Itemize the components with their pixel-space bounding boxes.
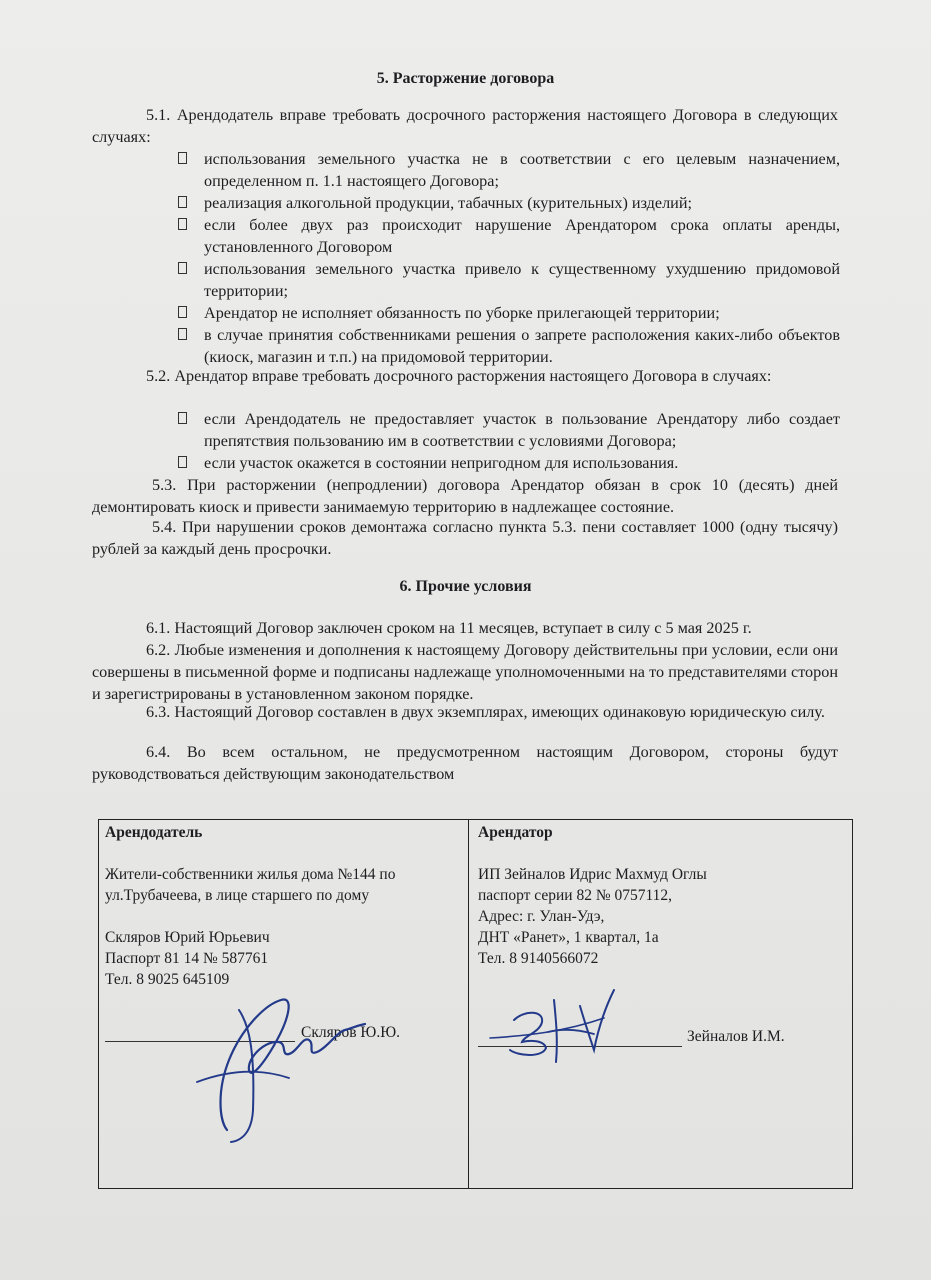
tenant-address-city: Адрес: г. Улан-Удэ, <box>478 908 605 925</box>
tenant-signature-name: Зейналов И.М. <box>687 1028 785 1045</box>
signature-table <box>98 819 853 1189</box>
landlord-passport: Паспорт 81 14 № 587761 <box>105 950 269 967</box>
clause-6-2: 6.2. Любые изменения и дополнения к настоящему Договору действительны при условии, если они совершены в письменной форме и подписаны надлежаще уполномоченными на то представителями сторон и зарегистрированы в установленном законом порядке. <box>92 641 838 703</box>
bullet-box-icon <box>178 218 187 230</box>
bullet-box-icon <box>178 196 187 208</box>
bullet-box-icon <box>178 262 187 274</box>
clause-5-3: 5.3. При расторжении (непродлении) договора Арендатор обязан в срок 10 (десять) дней демонтировать киоск и привести занимаемую территорию в надлежащее состояние. <box>92 476 838 516</box>
landlord-signature-name: Скляров Ю.Ю. <box>301 1024 401 1041</box>
list-item: использования земельного участка не в соответствии с его целевым назначением, определенном п. 1.1 настоящего Договора; <box>178 148 840 192</box>
list-item: если Арендодатель не предоставляет участок в пользование Арендатору либо создает препятствия пользованию им в соответствии с условиями Договора; <box>178 408 840 452</box>
table-divider <box>468 820 469 1188</box>
clause-5-4: 5.4. При нарушении сроков демонтажа согласно пункта 5.3. пени составляет 1000 (одну тысячу) рублей за каждый день просрочки. <box>92 518 838 558</box>
bullet-box-icon <box>178 328 187 340</box>
section-5-title: 5. Расторжение договора <box>376 70 555 87</box>
section-6-title: 6. Прочие условия <box>399 578 532 595</box>
clause-6-3: 6.3. Настоящий Договор составлен в двух экземплярах, имеющих одинаковую юридическую силу. <box>146 703 825 721</box>
clause-5-2: 5.2. Арендатор вправе требовать досрочного расторжения настоящего Договора в случаях: <box>146 367 772 385</box>
landlord-name: Скляров Юрий Юрьевич <box>105 929 270 946</box>
show-through-text <box>300 38 304 54</box>
tenant-passport: паспорт серии 82 № 0757112, <box>478 887 673 904</box>
landlord-handwritten-signature <box>169 970 389 1145</box>
list-item: использования земельного участка привело к существенному ухудшению придомовой территории; <box>178 258 840 302</box>
clause-5-1-list <box>178 148 840 368</box>
tenant-header: Арендатор <box>478 824 553 841</box>
list-item: Арендатор не исполняет обязанность по уборке прилегающей территории; <box>178 302 840 324</box>
list-item: если участок окажется в состоянии непригодном для использования. <box>178 452 840 474</box>
clause-6-1: 6.1. Настоящий Договор заключен сроком на 11 месяцев, вступает в силу с 5 мая 2025 г. <box>146 619 752 637</box>
tenant-name: ИП Зейналов Идрис Махмуд Оглы <box>478 866 707 883</box>
landlord-phone: Тел. 8 9025 645109 <box>105 971 230 988</box>
list-item: реализация алкогольной продукции, табачных (курительных) изделий; <box>178 192 840 214</box>
list-item: если более двух раз происходит нарушение Арендатором срока оплаты аренды, установленного Договором <box>178 214 840 258</box>
tenant-address-street: ДНТ «Ранет», 1 квартал, 1а <box>478 929 659 946</box>
clause-5-2-list <box>178 408 840 474</box>
clause-5-1: 5.1. Арендодатель вправе требовать досрочного расторжения настоящего Договора в следующих случаях: <box>92 106 838 146</box>
landlord-header: Арендодатель <box>105 824 203 841</box>
bullet-box-icon <box>178 306 187 318</box>
landlord-org: Жители-собственники жилья дома №144 по ул.Трубачеева, в лице старшего по дому <box>105 866 396 904</box>
tenant-handwritten-signature <box>484 970 654 1070</box>
bullet-box-icon <box>178 456 187 468</box>
tenant-phone: Тел. 8 9140566072 <box>478 950 599 967</box>
bullet-box-icon <box>178 412 187 424</box>
tenant-cell <box>478 820 848 969</box>
landlord-cell <box>105 820 460 990</box>
clause-6-4: 6.4. Во всем остальном, не предусмотренном настоящим Договором, стороны будут руководствоваться действующим законодательством <box>92 743 838 783</box>
bullet-box-icon <box>178 152 187 164</box>
list-item: в случае принятия собственниками решения о запрете расположения каких-либо объектов (киоск, магазин и т.п.) на придомовой территории. <box>178 324 840 368</box>
